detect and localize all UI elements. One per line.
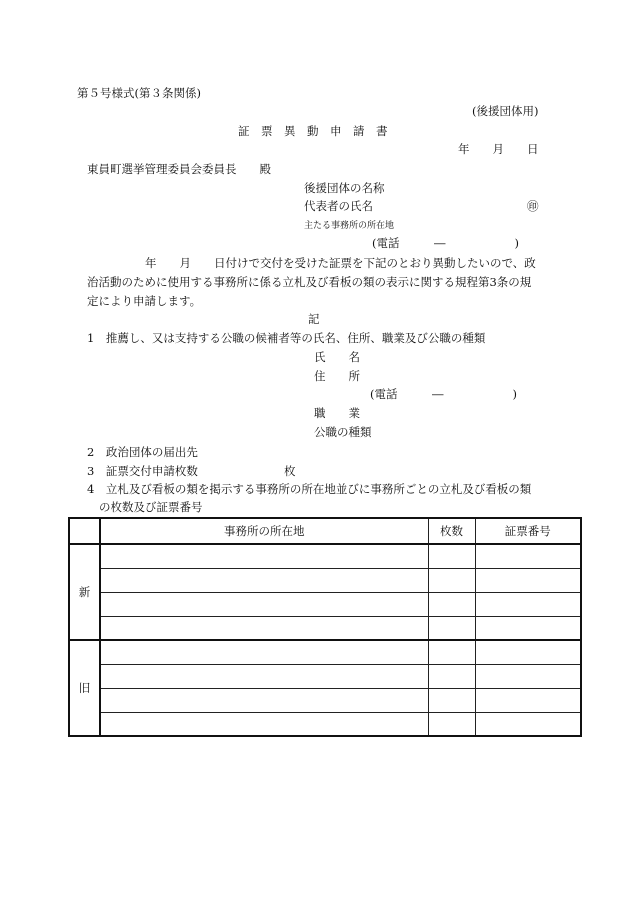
org-name-label: 後援団体の名称 <box>304 181 385 195</box>
addressee: 東員町選挙管理委員会委員長 殿 <box>87 162 271 176</box>
old-row-2-address[interactable] <box>100 664 428 688</box>
old-row-4-address[interactable] <box>100 712 428 736</box>
old-row-2-number[interactable] <box>475 664 581 688</box>
item-4-line-2: の枚数及び証票番号 <box>99 500 203 514</box>
table-corner-cell <box>69 518 100 544</box>
group-old-label: 旧 <box>69 640 100 736</box>
body-line-3: 定により申請します。 <box>87 294 202 308</box>
new-row-2-address[interactable] <box>100 568 428 592</box>
old-row-3-number[interactable] <box>475 688 581 712</box>
new-row-1-address[interactable] <box>100 544 428 568</box>
new-row-3-number[interactable] <box>475 592 581 616</box>
old-row-3-count[interactable] <box>428 688 475 712</box>
candidate-name-label: 氏 名 <box>314 350 360 364</box>
form-number: 第５号様式(第３条関係) <box>77 86 201 100</box>
new-row-3-address[interactable] <box>100 592 428 616</box>
body-line-1: 年 月 日付けで交付を受けた証票を下記のとおり異動したいので、政 <box>145 256 536 270</box>
new-row-1-number[interactable] <box>475 544 581 568</box>
item-1: 1 推薦し、又は支持する公職の候補者等の氏名、住所、職業及び公職の種類 <box>87 331 486 345</box>
applicant-phone: (電話 ― ) <box>372 236 519 250</box>
new-row-4-count[interactable] <box>428 616 475 640</box>
item-4-line-1: 4 立札及び看板の類を掲示する事務所の所在地並びに事務所ごとの立札及び看板の類 <box>87 482 532 496</box>
item-3-unit: 枚 <box>284 464 296 478</box>
header-count: 枚数 <box>428 518 475 544</box>
office-table <box>68 517 582 737</box>
page-title: 証 票 異 動 申 請 書 <box>238 124 388 138</box>
old-row-1-number[interactable] <box>475 640 581 664</box>
date-line: 年 月 日 <box>458 142 539 156</box>
new-row-2-number[interactable] <box>475 568 581 592</box>
item-2: 2 政治団体の届出先 <box>87 445 198 459</box>
candidate-address-label: 住 所 <box>314 369 360 383</box>
note-heading: 記 <box>308 312 320 326</box>
rep-name-label: 代表者の氏名 <box>304 199 373 213</box>
candidate-phone: (電話 ― ) <box>370 387 517 401</box>
old-row-4-number[interactable] <box>475 712 581 736</box>
new-row-4-address[interactable] <box>100 616 428 640</box>
old-row-2-count[interactable] <box>428 664 475 688</box>
new-row-4-number[interactable] <box>475 616 581 640</box>
header-certificate-number: 証票番号 <box>475 518 581 544</box>
new-row-1-count[interactable] <box>428 544 475 568</box>
body-line-2: 治活動のために使用する事務所に係る立札及び看板の類の表示に関する規程第3条の規 <box>87 275 532 289</box>
new-row-2-count[interactable] <box>428 568 475 592</box>
item-3: 3 証票交付申請枚数 <box>87 464 198 478</box>
old-row-4-count[interactable] <box>428 712 475 736</box>
group-new-label: 新 <box>69 544 100 640</box>
old-row-3-address[interactable] <box>100 688 428 712</box>
candidate-occupation-label: 職 業 <box>314 406 360 420</box>
old-row-1-count[interactable] <box>428 640 475 664</box>
seal-mark: ㊞ <box>527 199 539 213</box>
candidate-office-type-label: 公職の種類 <box>314 425 372 439</box>
form-type: (後援団体用) <box>472 104 539 118</box>
new-row-3-count[interactable] <box>428 592 475 616</box>
header-office-address: 事務所の所在地 <box>100 518 428 544</box>
old-row-1-address[interactable] <box>100 640 428 664</box>
office-address-label: 主たる事務所の所在地 <box>304 221 395 231</box>
